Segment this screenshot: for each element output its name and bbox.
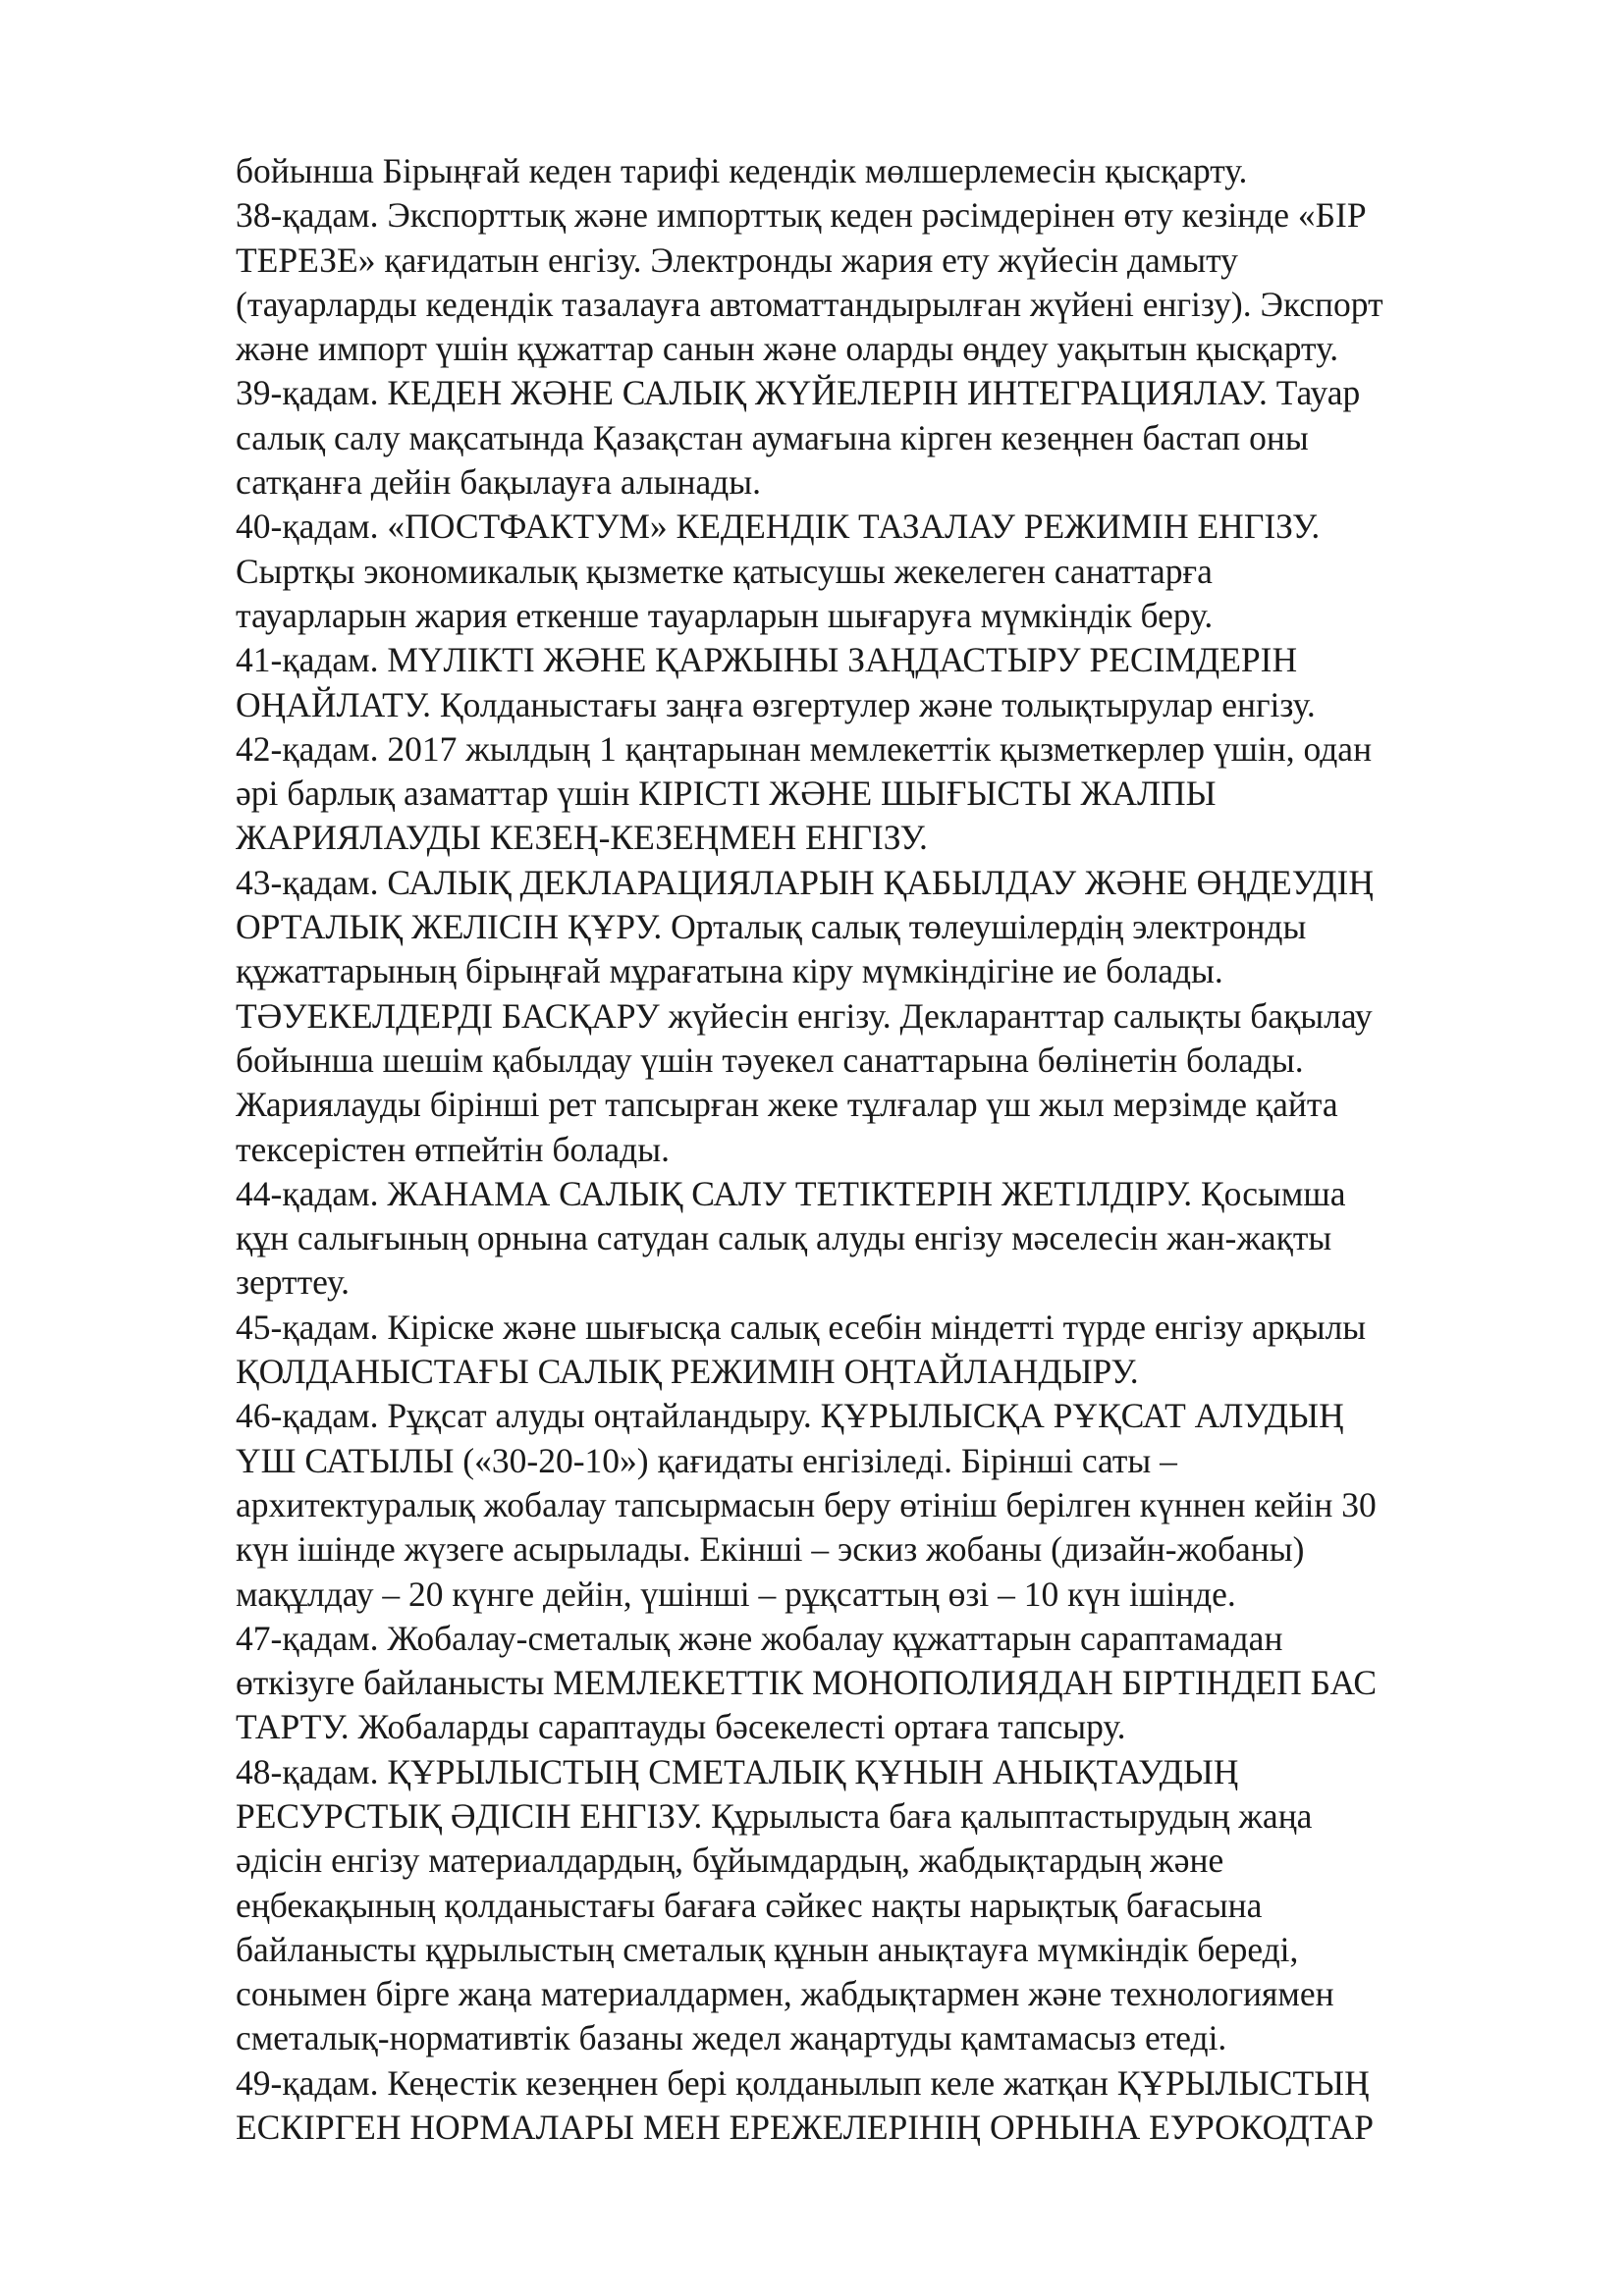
text-line: 43-қадам. САЛЫҚ ДЕКЛАРАЦИЯЛАРЫН ҚАБЫЛДАУ ЖӘНЕ ӨҢДЕУДІҢ	[236, 862, 1375, 902]
text-line: Жариялауды бірінші рет тапсырған жеке тұлғалар үш жыл мерзімде қайта	[236, 1085, 1338, 1125]
text-line: Сыртқы экономикалық қызметке қатысушы жекелеген санаттарға	[236, 551, 1213, 591]
text-line: мақұлдау – 20 күнге дейін, үшінші – рұқсаттың өзі – 10 күн ішінде.	[236, 1574, 1236, 1614]
text-line: 47-қадам. Жобалау-сметалық және жобалау құжаттарын сараптамадан	[236, 1618, 1283, 1658]
text-line: еңбекақының қолданыстағы бағаға сәйкес нақты нарықтық бағасына	[236, 1885, 1263, 1925]
text-line: ОРТАЛЫҚ ЖЕЛІСІН ҚҰРУ. Орталық салық төлеушілердің электронды	[236, 907, 1307, 947]
text-line: (тауарларды кедендік тазалауға автоматтандырылған жүйені енгізу). Экспорт	[236, 284, 1383, 324]
text-line: зерттеу.	[236, 1262, 351, 1303]
text-line: сонымен бірге жаңа материалдармен, жабдықтармен және технологиямен	[236, 1974, 1334, 2014]
text-line: ЕСКІРГЕН НОРМАЛАРЫ МЕН ЕРЕЖЕЛЕРІНІҢ ОРНЫНА ЕУРОКОДТАР	[236, 2108, 1374, 2148]
text-line: әдісін енгізу материалдардың, бұйымдардың, жабдықтардың және	[236, 1841, 1224, 1881]
text-line: ҚОЛДАНЫСТАҒЫ САЛЫҚ РЕЖИМІН ОҢТАЙЛАНДЫРУ.	[236, 1352, 1139, 1392]
text-line: 48-қадам. ҚҰРЫЛЫСТЫҢ СМЕТАЛЫҚ ҚҰНЫН АНЫҚТАУДЫҢ	[236, 1751, 1239, 1791]
text-line: байланысты құрылыстың сметалық құнын анықтауға мүмкіндік береді,	[236, 1929, 1299, 1969]
text-line: және импорт үшін құжаттар санын және оларды өңдеу уақытын қысқарту.	[236, 329, 1339, 369]
text-line: ОҢАЙЛАТУ. Қолданыстағы заңға өзгертулер және толықтырулар енгізу.	[236, 684, 1316, 724]
text-line: құжаттарының бірыңғай мұрағатына кіру мүмкіндігіне ие болады.	[236, 951, 1223, 991]
text-line: ТӘУЕКЕЛДЕРДІ БАСҚАРУ жүйесін енгізу. Декларанттар салықты бақылау	[236, 995, 1373, 1036]
text-line: ҮШ САТЫЛЫ («30-20-10») қағидаты енгізіледі. Бірінші саты –	[236, 1440, 1177, 1480]
text-line: 49-қадам. Кеңестік кезеңнен бері қолданылып келе жатқан ҚҰРЫЛЫСТЫҢ	[236, 2062, 1370, 2103]
text-line: 45-қадам. Кіріске және шығысқа салық есебін міндетті түрде енгізу арқылы	[236, 1307, 1367, 1347]
text-line: РЕСУРСТЫҚ ӘДІСІН ЕНГІЗУ. Құрылыста баға қалыптастырудың жаңа	[236, 1795, 1313, 1836]
text-line: күн ішінде жүзеге асырылады. Екінші – эскиз жобаны (дизайн-жобаны)	[236, 1529, 1305, 1570]
text-line: құн салығының орнына сатудан салық алуды енгізу мәселесін жан-жақты	[236, 1218, 1332, 1258]
text-line: бойынша Бірыңғай кеден тарифі кедендік мөлшерлемесін қысқарту.	[236, 151, 1248, 190]
text-line: 40-қадам. «ПОСТФАКТУМ» КЕДЕНДІК ТАЗАЛАУ РЕЖИМІН ЕНГІЗУ.	[236, 507, 1321, 547]
text-line: архитектуралық жобалау тапсырмасын беру өтініш берілген күннен кейін 30	[236, 1484, 1377, 1524]
text-line: әрі барлық азаматтар үшін КІРІСТІ ЖӘНЕ ШЫҒЫСТЫ ЖАЛПЫ	[236, 774, 1217, 814]
text-line: бойынша шешім қабылдау үшін тәуекел санаттарына бөлінетін болады.	[236, 1040, 1304, 1080]
text-line: тексерістен өтпейтін болады.	[236, 1129, 670, 1169]
text-line: 42-қадам. 2017 жылдың 1 қаңтарынан мемлекеттік қызметкерлер үшін, одан	[236, 728, 1373, 769]
text-line: 41-қадам. МҮЛІКТІ ЖӘНЕ ҚАРЖЫНЫ ЗАҢДАСТЫРУ РЕСІМДЕРІН	[236, 640, 1298, 680]
text-line: тауарларын жария еткенше тауарларын шығаруға мүмкіндік беру.	[236, 595, 1214, 635]
text-line: сметалық-нормативтік базаны жедел жаңартуды қамтамасыз етеді.	[236, 2018, 1227, 2058]
text-line: 38-қадам. Экспорттық және импорттық кеден рәсімдерінен өту кезінде «БІР	[236, 195, 1367, 236]
text-line: 44-қадам. ЖАНАМА САЛЫҚ САЛУ ТЕТІКТЕРІН ЖЕТІЛДІРУ. Қосымша	[236, 1173, 1346, 1213]
text-line: 39-қадам. КЕДЕН ЖӘНЕ САЛЫҚ ЖҮЙЕЛЕРІН ИНТЕГРАЦИЯЛАУ. Тауар	[236, 373, 1361, 413]
text-line: ТАРТУ. Жобаларды сараптауды бәсекелесті ортаға тапсыру.	[236, 1707, 1126, 1747]
text-line: 46-қадам. Рұқсат алуды оңтайландыру. ҚҰРЫЛЫСҚА РҰҚСАТ АЛУДЫҢ	[236, 1396, 1344, 1436]
text-line: сатқанға дейін бақылауға алынады.	[236, 462, 761, 503]
text-line: ЖАРИЯЛАУДЫ КЕЗЕҢ-КЕЗЕҢМЕН ЕНГІЗУ.	[236, 818, 928, 858]
document-page	[236, 149, 1512, 2150]
text-line: салық салу мақсатында Қазақстан аумағына кірген кезеңнен бастап оны	[236, 417, 1309, 457]
text-line: өткізуге байланысты МЕМЛЕКЕТТІК МОНОПОЛИЯДАН БІРТІНДЕП БАС	[236, 1663, 1378, 1703]
text-line: ТЕРЕЗЕ» қағидатын енгізу. Электронды жария ету жүйесін дамыту	[236, 240, 1238, 280]
